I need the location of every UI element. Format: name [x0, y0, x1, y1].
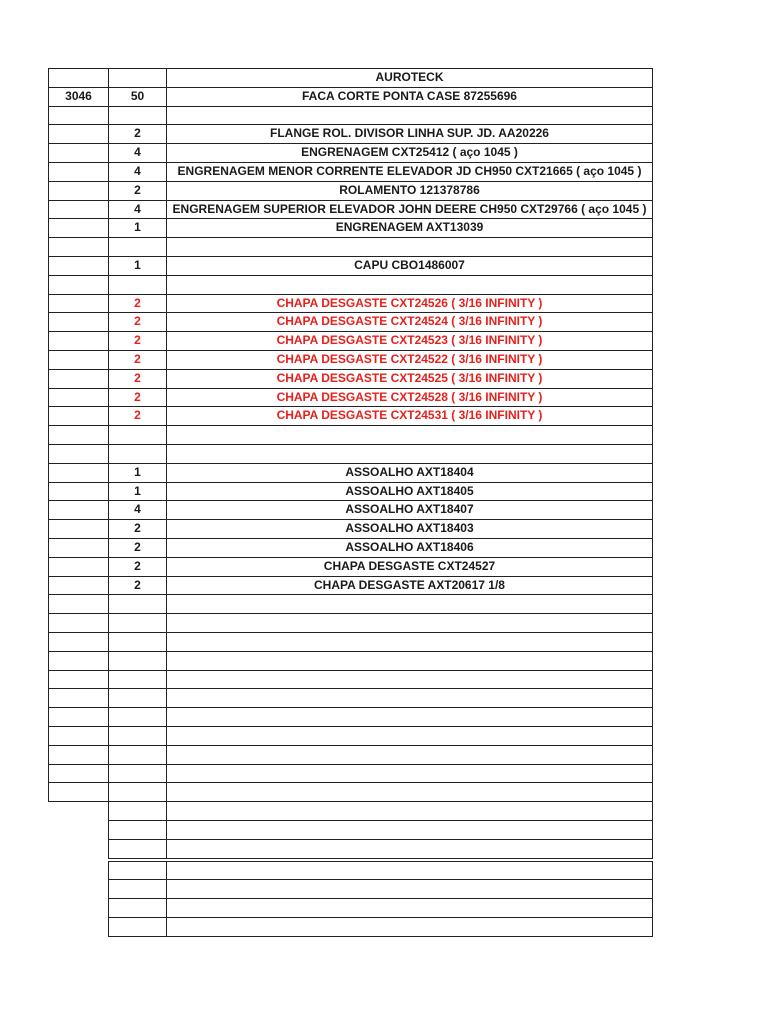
row-qty-cell[interactable]: 2 [108, 294, 167, 314]
row-qty-cell[interactable]: 4 [108, 162, 167, 182]
row-code-cell[interactable] [48, 256, 109, 276]
row-qty-cell[interactable]: 1 [108, 463, 167, 483]
row-desc-cell[interactable] [166, 820, 653, 840]
row-desc-cell[interactable] [166, 237, 653, 257]
row-desc-cell[interactable] [166, 688, 653, 708]
row-code-cell[interactable] [48, 369, 109, 389]
row-desc-cell[interactable]: CHAPA DESGASTE CXT24527 [166, 557, 653, 577]
row-desc-cell[interactable]: ENGRENAGEM MENOR CORRENTE ELEVADOR JD CH950 CXT21665 ( aço 1045 ) [166, 162, 653, 182]
row-code-cell[interactable] [48, 726, 109, 746]
row-code-cell[interactable] [48, 613, 109, 633]
row-qty-cell[interactable] [108, 801, 167, 821]
row-desc-cell[interactable] [166, 726, 653, 746]
row-desc-cell[interactable] [166, 275, 653, 295]
row-desc-cell[interactable]: ENGRENAGEM CXT25412 ( aço 1045 ) [166, 143, 653, 163]
row-qty-cell[interactable] [108, 106, 167, 126]
row-code-cell[interactable] [48, 651, 109, 671]
row-qty-cell[interactable] [108, 670, 167, 690]
row-qty-cell[interactable]: 2 [108, 124, 167, 144]
row-qty-cell[interactable]: 2 [108, 576, 167, 596]
row-qty-cell[interactable]: 4 [108, 143, 167, 163]
row-code-cell[interactable] [48, 143, 109, 163]
row-qty-cell[interactable]: 50 [108, 87, 167, 107]
row-qty-cell[interactable]: 4 [108, 200, 167, 220]
header-desc-cell[interactable]: AUROTECK [166, 68, 653, 88]
row-qty-cell[interactable] [108, 861, 167, 881]
row-desc-cell[interactable] [166, 879, 653, 899]
row-code-cell[interactable] [48, 632, 109, 652]
row-qty-cell[interactable] [108, 444, 167, 464]
row-desc-cell[interactable] [166, 613, 653, 633]
row-qty-cell[interactable]: 1 [108, 256, 167, 276]
row-qty-cell[interactable]: 2 [108, 331, 167, 351]
row-qty-cell[interactable]: 2 [108, 350, 167, 370]
row-desc-cell[interactable] [166, 106, 653, 126]
row-code-cell[interactable] [48, 275, 109, 295]
row-qty-cell[interactable]: 2 [108, 519, 167, 539]
row-desc-cell[interactable]: CHAPA DESGASTE CXT24523 ( 3/16 INFINITY ) [166, 331, 653, 351]
row-desc-cell[interactable]: CHAPA DESGASTE CXT24522 ( 3/16 INFINITY ) [166, 350, 653, 370]
row-qty-cell[interactable] [108, 632, 167, 652]
row-desc-cell[interactable]: ASSOALHO AXT18406 [166, 538, 653, 558]
row-qty-cell[interactable]: 2 [108, 181, 167, 201]
row-code-cell[interactable] [48, 218, 109, 238]
row-desc-cell[interactable]: ENGRENAGEM SUPERIOR ELEVADOR JOHN DEERE CH950 CXT29766 ( aço 1045 ) [166, 200, 653, 220]
row-code-cell[interactable] [48, 557, 109, 577]
row-code-cell[interactable] [48, 594, 109, 614]
row-code-cell[interactable] [48, 124, 109, 144]
row-code-cell[interactable] [48, 707, 109, 727]
row-desc-cell[interactable] [166, 444, 653, 464]
row-code-cell[interactable] [48, 500, 109, 520]
row-code-cell[interactable] [48, 312, 109, 332]
row-qty-cell[interactable] [108, 782, 167, 802]
row-desc-cell[interactable] [166, 651, 653, 671]
row-desc-cell[interactable]: FLANGE ROL. DIVISOR LINHA SUP. JD. AA20226 [166, 124, 653, 144]
row-desc-cell[interactable] [166, 745, 653, 765]
row-desc-cell[interactable] [166, 632, 653, 652]
row-code-cell[interactable] [48, 670, 109, 690]
row-code-cell[interactable] [48, 106, 109, 126]
row-desc-cell[interactable]: CHAPA DESGASTE CXT24531 ( 3/16 INFINITY ) [166, 406, 653, 426]
row-code-cell[interactable] [48, 181, 109, 201]
row-qty-cell[interactable] [108, 237, 167, 257]
row-code-cell[interactable] [48, 406, 109, 426]
row-qty-cell[interactable] [108, 613, 167, 633]
row-qty-cell[interactable]: 4 [108, 500, 167, 520]
row-code-cell[interactable] [48, 576, 109, 596]
row-qty-cell[interactable]: 2 [108, 388, 167, 408]
row-code-cell[interactable] [48, 162, 109, 182]
row-qty-cell[interactable] [108, 275, 167, 295]
row-desc-cell[interactable] [166, 425, 653, 445]
row-qty-cell[interactable] [108, 726, 167, 746]
row-desc-cell[interactable]: CAPU CBO1486007 [166, 256, 653, 276]
row-desc-cell[interactable] [166, 707, 653, 727]
row-desc-cell[interactable]: CHAPA DESGASTE CXT24526 ( 3/16 INFINITY ) [166, 294, 653, 314]
row-code-cell[interactable] [48, 482, 109, 502]
row-code-cell[interactable] [48, 425, 109, 445]
row-code-cell[interactable] [48, 200, 109, 220]
row-qty-cell[interactable] [108, 879, 167, 899]
row-desc-cell[interactable] [166, 839, 653, 859]
row-desc-cell[interactable]: ASSOALHO AXT18405 [166, 482, 653, 502]
row-qty-cell[interactable] [108, 745, 167, 765]
row-desc-cell[interactable]: CHAPA DESGASTE AXT20617 1/8 [166, 576, 653, 596]
row-desc-cell[interactable]: FACA CORTE PONTA CASE 87255696 [166, 87, 653, 107]
row-qty-cell[interactable] [108, 898, 167, 918]
row-qty-cell[interactable] [108, 707, 167, 727]
row-code-cell[interactable] [48, 745, 109, 765]
row-code-cell[interactable] [48, 331, 109, 351]
row-desc-cell[interactable]: ASSOALHO AXT18407 [166, 500, 653, 520]
row-desc-cell[interactable]: ENGRENAGEM AXT13039 [166, 218, 653, 238]
row-qty-cell[interactable] [108, 917, 167, 937]
row-qty-cell[interactable]: 2 [108, 406, 167, 426]
row-desc-cell[interactable]: CHAPA DESGASTE CXT24524 ( 3/16 INFINITY ) [166, 312, 653, 332]
row-desc-cell[interactable] [166, 594, 653, 614]
row-qty-cell[interactable]: 2 [108, 538, 167, 558]
header-code-cell[interactable] [48, 68, 109, 88]
row-qty-cell[interactable] [108, 820, 167, 840]
row-desc-cell[interactable] [166, 782, 653, 802]
row-code-cell[interactable] [48, 463, 109, 483]
row-qty-cell[interactable] [108, 688, 167, 708]
row-qty-cell[interactable]: 1 [108, 482, 167, 502]
row-code-cell[interactable] [48, 294, 109, 314]
row-code-cell[interactable] [48, 444, 109, 464]
row-qty-cell[interactable]: 2 [108, 369, 167, 389]
row-qty-cell[interactable]: 2 [108, 557, 167, 577]
row-desc-cell[interactable]: ASSOALHO AXT18404 [166, 463, 653, 483]
row-qty-cell[interactable]: 1 [108, 218, 167, 238]
row-desc-cell[interactable] [166, 764, 653, 784]
row-code-cell[interactable] [48, 237, 109, 257]
row-code-cell[interactable] [48, 782, 109, 802]
row-code-cell[interactable]: 3046 [48, 87, 109, 107]
header-qty-cell[interactable] [108, 68, 167, 88]
row-desc-cell[interactable] [166, 670, 653, 690]
row-desc-cell[interactable]: CHAPA DESGASTE CXT24525 ( 3/16 INFINITY ) [166, 369, 653, 389]
row-desc-cell[interactable] [166, 861, 653, 881]
row-qty-cell[interactable] [108, 839, 167, 859]
row-desc-cell[interactable]: ASSOALHO AXT18403 [166, 519, 653, 539]
row-desc-cell[interactable] [166, 898, 653, 918]
row-desc-cell[interactable] [166, 801, 653, 821]
row-qty-cell[interactable] [108, 651, 167, 671]
row-code-cell[interactable] [48, 764, 109, 784]
row-code-cell[interactable] [48, 519, 109, 539]
row-desc-cell[interactable] [166, 917, 653, 937]
row-code-cell[interactable] [48, 350, 109, 370]
row-desc-cell[interactable]: CHAPA DESGASTE CXT24528 ( 3/16 INFINITY ) [166, 388, 653, 408]
row-qty-cell[interactable] [108, 425, 167, 445]
row-qty-cell[interactable]: 2 [108, 312, 167, 332]
row-code-cell[interactable] [48, 388, 109, 408]
row-code-cell[interactable] [48, 538, 109, 558]
row-qty-cell[interactable] [108, 594, 167, 614]
row-code-cell[interactable] [48, 688, 109, 708]
row-desc-cell[interactable]: ROLAMENTO 121378786 [166, 181, 653, 201]
row-qty-cell[interactable] [108, 764, 167, 784]
